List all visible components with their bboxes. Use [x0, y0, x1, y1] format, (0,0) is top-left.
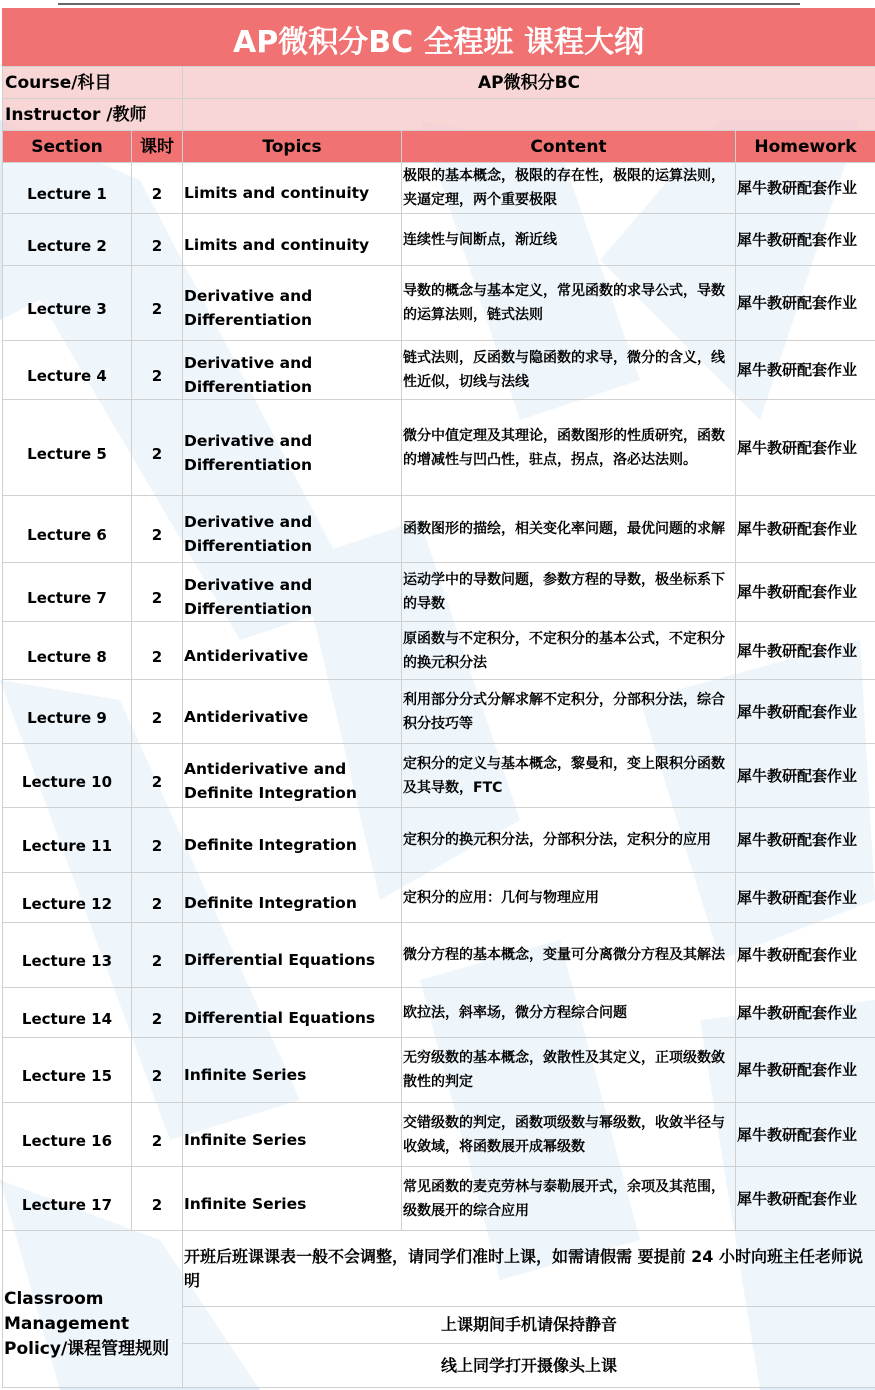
table-row: [3, 1167, 875, 1231]
lecture-content: 原函数与不定积分，不定积分的基本公式，不定积分的换元积分法: [402, 622, 736, 680]
lecture-hours: 2: [132, 744, 183, 808]
lecture-topic: Limits and continuity: [183, 163, 402, 214]
lecture-homework: 犀牛教研配套作业: [736, 622, 875, 680]
table-row: [3, 680, 875, 744]
lecture-content: 极限的基本概念，极限的存在性，极限的运算法则，夹逼定理，两个重要极限: [402, 163, 736, 214]
lecture-content: 函数图形的描绘，相关变化率问题，最优问题的求解: [402, 496, 736, 563]
lecture-section: Lecture 10: [3, 744, 132, 808]
lecture-section: Lecture 4: [3, 341, 132, 400]
lecture-homework: 犀牛教研配套作业: [736, 400, 875, 496]
lecture-section: Lecture 7: [3, 563, 132, 622]
lecture-section: Lecture 9: [3, 680, 132, 744]
lecture-hours: 2: [132, 988, 183, 1038]
policy-item: 线上同学打开摄像头上课: [183, 1344, 875, 1388]
lecture-topic: Derivative and Differentiation: [183, 266, 402, 341]
lecture-content: 交错级数的判定，函数项级数与幂级数，收敛半径与收敛域，将函数展开成幂级数: [402, 1103, 736, 1167]
lecture-section: Lecture 13: [3, 923, 132, 988]
lecture-hours: 2: [132, 163, 183, 214]
table-row: [3, 988, 875, 1038]
lecture-section: Lecture 8: [3, 622, 132, 680]
table-header-row: [3, 131, 875, 163]
instructor-label: Instructor /教师: [3, 99, 183, 131]
lecture-homework: 犀牛教研配套作业: [736, 744, 875, 808]
lecture-homework: 犀牛教研配套作业: [736, 988, 875, 1038]
lecture-homework: 犀牛教研配套作业: [736, 563, 875, 622]
table-row: [3, 744, 875, 808]
lecture-topic: Definite Integration: [183, 808, 402, 873]
course-value: AP微积分BC: [183, 67, 875, 99]
table-row: [3, 873, 875, 923]
lecture-section: Lecture 2: [3, 214, 132, 266]
table-row: [3, 400, 875, 496]
lecture-section: Lecture 11: [3, 808, 132, 873]
lecture-homework: 犀牛教研配套作业: [736, 496, 875, 563]
lecture-hours: 2: [132, 622, 183, 680]
lecture-section: Lecture 16: [3, 1103, 132, 1167]
lecture-section: Lecture 17: [3, 1167, 132, 1231]
lecture-homework: 犀牛教研配套作业: [736, 341, 875, 400]
syllabus-table: [2, 66, 875, 1388]
header-homework: Homework: [736, 131, 875, 163]
lecture-hours: 2: [132, 1038, 183, 1103]
lecture-content: 运动学中的导数问题，参数方程的导数，极坐标系下的导数: [402, 563, 736, 622]
lecture-content: 连续性与间断点，渐近线: [402, 214, 736, 266]
lecture-content: 无穷级数的基本概念，敛散性及其定义，正项级数敛散性的判定: [402, 1038, 736, 1103]
lecture-section: Lecture 12: [3, 873, 132, 923]
lecture-hours: 2: [132, 1103, 183, 1167]
policy-item: 开班后班课课表一般不会调整，请同学们准时上课，如需请假需 要提前 24 小时向班主任老师说明: [183, 1231, 875, 1307]
lecture-topic: Definite Integration: [183, 873, 402, 923]
lecture-section: Lecture 1: [3, 163, 132, 214]
table-row: [3, 563, 875, 622]
lecture-homework: 犀牛教研配套作业: [736, 214, 875, 266]
lecture-topic: Infinite Series: [183, 1103, 402, 1167]
lecture-topic: Differential Equations: [183, 988, 402, 1038]
lecture-hours: 2: [132, 923, 183, 988]
table-row: [3, 1103, 875, 1167]
lecture-topic: Derivative and Differentiation: [183, 400, 402, 496]
lecture-homework: 犀牛教研配套作业: [736, 1103, 875, 1167]
header-content: Content: [402, 131, 736, 163]
page-title: AP微积分BC 全程班 课程大纲: [2, 8, 875, 66]
lecture-section: Lecture 5: [3, 400, 132, 496]
lecture-topic: Limits and continuity: [183, 214, 402, 266]
lecture-hours: 2: [132, 873, 183, 923]
lecture-content: 微分方程的基本概念，变量可分离微分方程及其解法: [402, 923, 736, 988]
lecture-content: 微分中值定理及其理论，函数图形的性质研究，函数的增减性与凹凸性，驻点，拐点，洛必达法则。: [402, 400, 736, 496]
lecture-topic: Derivative and Differentiation: [183, 496, 402, 563]
lecture-content: 利用部分分式分解求解不定积分，分部积分法，综合积分技巧等: [402, 680, 736, 744]
policy-row: [3, 1231, 875, 1307]
lecture-content: 定积分的应用：几何与物理应用: [402, 873, 736, 923]
lecture-topic: Infinite Series: [183, 1167, 402, 1231]
lecture-hours: 2: [132, 808, 183, 873]
lecture-section: Lecture 6: [3, 496, 132, 563]
top-border-line: [58, 3, 800, 5]
lecture-section: Lecture 14: [3, 988, 132, 1038]
table-row: [3, 163, 875, 214]
lecture-hours: 2: [132, 341, 183, 400]
lecture-hours: 2: [132, 496, 183, 563]
instructor-row: [3, 99, 875, 131]
lecture-topic: Infinite Series: [183, 1038, 402, 1103]
instructor-value: [183, 99, 875, 131]
table-row: [3, 923, 875, 988]
header-section: Section: [3, 131, 132, 163]
course-row: [3, 67, 875, 99]
header-topics: Topics: [183, 131, 402, 163]
lecture-content: 导数的概念与基本定义，常见函数的求导公式，导数的运算法则，链式法则: [402, 266, 736, 341]
lecture-hours: 2: [132, 563, 183, 622]
header-hours: 课时: [132, 131, 183, 163]
policy-item: 上课期间手机请保持静音: [183, 1307, 875, 1344]
lecture-topic: Antiderivative and Definite Integration: [183, 744, 402, 808]
lecture-homework: 犀牛教研配套作业: [736, 1167, 875, 1231]
lecture-content: 欧拉法，斜率场，微分方程综合问题: [402, 988, 736, 1038]
lecture-hours: 2: [132, 266, 183, 341]
lecture-homework: 犀牛教研配套作业: [736, 266, 875, 341]
lecture-section: Lecture 3: [3, 266, 132, 341]
table-row: [3, 496, 875, 563]
lecture-hours: 2: [132, 680, 183, 744]
lecture-homework: 犀牛教研配套作业: [736, 1038, 875, 1103]
lecture-homework: 犀牛教研配套作业: [736, 873, 875, 923]
lecture-homework: 犀牛教研配套作业: [736, 163, 875, 214]
lecture-topic: Differential Equations: [183, 923, 402, 988]
lecture-topic: Derivative and Differentiation: [183, 341, 402, 400]
lecture-homework: 犀牛教研配套作业: [736, 680, 875, 744]
lecture-content: 定积分的换元积分法，分部积分法，定积分的应用: [402, 808, 736, 873]
lecture-topic: Antiderivative: [183, 680, 402, 744]
lecture-hours: 2: [132, 214, 183, 266]
lecture-homework: 犀牛教研配套作业: [736, 808, 875, 873]
table-row: [3, 214, 875, 266]
lecture-hours: 2: [132, 1167, 183, 1231]
lecture-homework: 犀牛教研配套作业: [736, 923, 875, 988]
table-row: [3, 622, 875, 680]
lecture-content: 常见函数的麦克劳林与泰勒展开式，余项及其范围，级数展开的综合应用: [402, 1167, 736, 1231]
table-row: [3, 266, 875, 341]
course-label: Course/科目: [3, 67, 183, 99]
lecture-content: 定积分的定义与基本概念，黎曼和，变上限积分函数及其导数，FTC: [402, 744, 736, 808]
lecture-hours: 2: [132, 400, 183, 496]
table-row: [3, 341, 875, 400]
lecture-topic: Antiderivative: [183, 622, 402, 680]
lecture-content: 链式法则，反函数与隐函数的求导，微分的含义，线性近似，切线与法线: [402, 341, 736, 400]
table-row: [3, 1038, 875, 1103]
policy-label: Classroom Management Policy/课程管理规则: [3, 1231, 183, 1388]
table-row: [3, 808, 875, 873]
lecture-topic: Derivative and Differentiation: [183, 563, 402, 622]
lecture-section: Lecture 15: [3, 1038, 132, 1103]
